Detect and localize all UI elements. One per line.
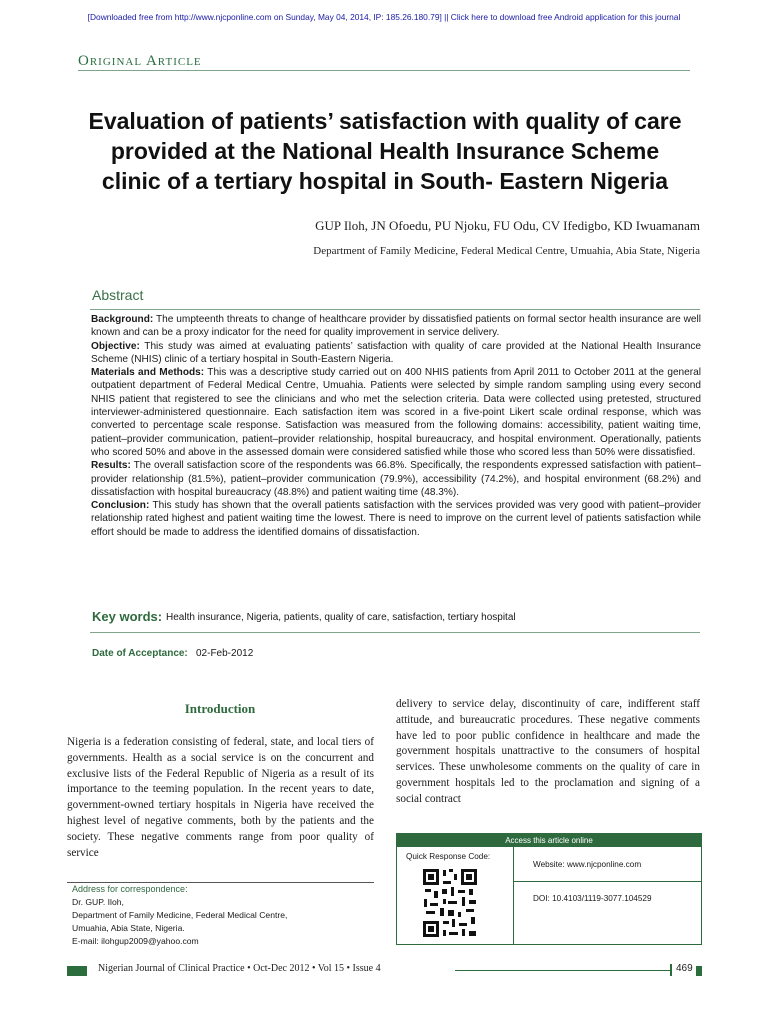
qr-code-icon[interactable] <box>421 867 479 944</box>
acceptance-label: Date of Acceptance: <box>92 648 188 659</box>
abstract-text: The overall satisfaction score of the respondents was 66.8%. Specifically, the respondents expressed satisfaction with patient–provider relationship (81.5%), patient–provider communication (79.9%), accessibility (74.2%), and hospital environment (68.2%) and dissatisfaction with hospital bureaucracy (48.8%) and patient waiting time (48.3%). <box>91 460 701 498</box>
keywords-text: Health insurance, Nigeria, patients, quality of care, satisfaction, tertiary hospital <box>166 612 516 623</box>
keywords-label: Key words: <box>92 609 163 624</box>
footer-marker-right <box>696 966 702 976</box>
abstract-background <box>91 313 701 340</box>
abstract-label: Materials and Methods: <box>91 367 205 379</box>
access-divider-horizontal <box>513 881 701 882</box>
abstract-text: This was a descriptive study carried out on 400 NHIS patients from April 2011 to October 2011 at the general outpatient department of Federal Medical Centre, Umuahia. Patients were selected by simple random sampling using every second NHIS patient that registered to see the clinicians and who met the selection criteria. Data were collected using pretested, structured interviewer-administered questionnaire. Each satisfaction item was scored in a five-point Likert scale ordinal response, which was converted to percentage scale response. Satisfaction was measured from the following domains: accessibility, patient waiting time, patient–provider communication, patient–provider relationship, hospital bureaucracy, and hospital environment. Operationally, patients who scored 50% and above in the assessed domain were considered satisfied while those who scored less than 50% were dissatisfied. <box>91 367 702 458</box>
section-label: Original Article <box>78 53 202 69</box>
abstract-divider <box>90 309 700 310</box>
correspondence-email[interactable]: E-mail: ilohgup2009@yahoo.com <box>72 936 199 946</box>
abstract-results <box>91 459 701 499</box>
footer-divider <box>455 970 670 971</box>
correspondence-line: Dr. GUP. Iloh, <box>72 897 124 907</box>
abstract-label: Conclusion: <box>91 500 150 512</box>
introduction-column-right: delivery to service delay, discontinuity of care, indifferent staff attitude, and bureaucratic procedures. These negative comments have led to poor public confidence in healthcare and made the government hospitals unattractive to the consumers of hospital services. These unwholesome comments on the quality of care in government hospitals led to the proclamation and signing of a social contract <box>396 698 700 805</box>
abstract-body <box>91 313 701 539</box>
abstract-label: Objective: <box>91 340 140 352</box>
title-line: provided at the National Health Insurance Scheme <box>110 138 660 164</box>
qr-code-label: Quick Response Code: <box>406 852 491 861</box>
correspondence-line: Department of Family Medicine, Federal Medical Centre, <box>72 910 288 920</box>
abstract-conclusion <box>91 499 701 539</box>
author-list: GUP Iloh, JN Ofoedu, PU Njoku, FU Odu, CV Ifedigbo, KD Iwuamanam <box>315 218 700 233</box>
page-number: 469 <box>676 963 693 974</box>
abstract-methods <box>91 366 701 459</box>
correspondence-line: Umuahia, Abia State, Nigeria. <box>72 923 185 933</box>
abstract-label: Results: <box>91 460 131 472</box>
acceptance-date: 02-Feb-2012 <box>196 648 254 659</box>
introduction-heading: Introduction <box>184 701 256 716</box>
abstract-text: The umpteenth threats to change of healthcare provider by dissatisfied patients on formal sector health insurance are well known and can be a proxy indicator for the need for quality improvement in service delivery. <box>91 314 701 339</box>
correspondence-heading: Address for correspondence: <box>72 884 188 894</box>
abstract-label: Background: <box>91 314 154 325</box>
keywords-divider <box>90 632 700 633</box>
introduction-column-left: Nigeria is a federation consisting of federal, state, and local tiers of governments. Health as a social service is on the concurrent and exclusive lists of the Federal Republic of Nigeria as a result of its importance to the teeming population. In the recent years to date, government-owned tertiary hospitals in Nigeria have received the highest level of negative comments, both by the patients and the society. These negative comments range from poor quality of service <box>67 736 374 859</box>
abstract-heading: Abstract <box>92 287 144 303</box>
section-divider <box>78 70 690 71</box>
website-link[interactable]: Website: www.njcponline.com <box>533 860 642 869</box>
title-line: clinic of a tertiary hospital in South- Eastern Nigeria <box>101 168 669 194</box>
abstract-text: This study was aimed at evaluating patients’ satisfaction with quality of care provided at the National Health Insurance Scheme (NHIS) clinic of a tertiary hospital in South-Eastern Nigeria. <box>91 340 701 365</box>
footer-tick <box>670 964 672 976</box>
article-title <box>40 106 730 196</box>
download-banner-link[interactable]: [Downloaded free from http://www.njcponline.com on Sunday, May 04, 2014, IP: 185.26.180.79] || Click here to download free Android application for this journal <box>87 12 681 22</box>
abstract-objective <box>91 340 701 367</box>
title-line: Evaluation of patients’ satisfaction with quality of care <box>88 108 682 134</box>
journal-footer: Nigerian Journal of Clinical Practice • Oct-Dec 2012 • Vol 15 • Issue 4 <box>98 963 381 974</box>
affiliation: Department of Family Medicine, Federal Medical Centre, Umuahia, Abia State, Nigeria <box>313 245 700 257</box>
correspondence-divider <box>67 882 374 883</box>
doi-link[interactable]: DOI: 10.4103/1119-3077.104529 <box>533 894 652 903</box>
abstract-text: This study has shown that the overall patients satisfaction with the services provided was very good with patient–provider relationship rated highest and patient waiting time the lowest. There is need to improve on the current level of patients satisfaction while effort should be made to address the identified domains of dissatisfaction. <box>91 500 701 538</box>
access-header: Access this article online <box>397 834 701 847</box>
article-access-box <box>396 833 702 945</box>
footer-marker <box>67 966 87 976</box>
access-divider-vertical <box>513 847 514 944</box>
